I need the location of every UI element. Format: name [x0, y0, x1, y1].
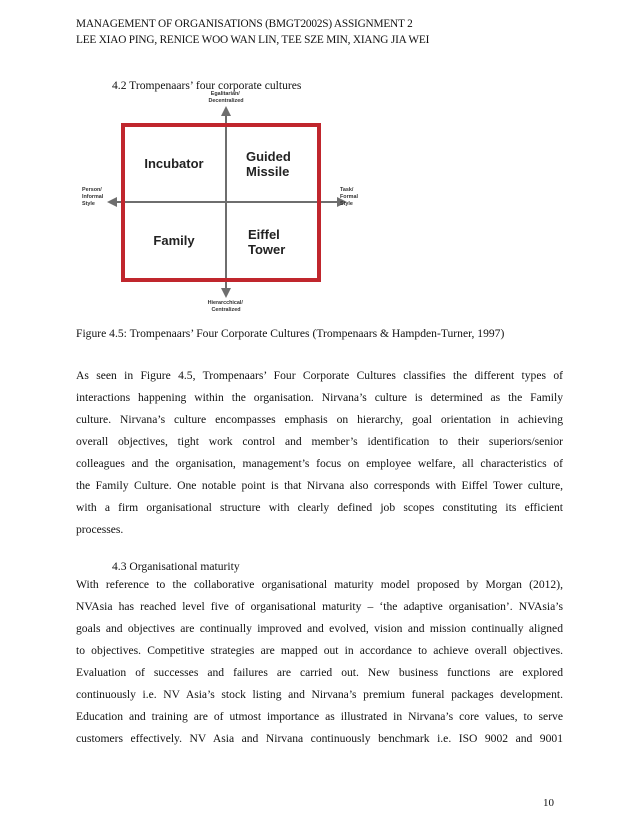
paragraph-line: NVAsia has reached level five of organisational maturity – ‘the adaptive organisation’. NVAsia’s [76, 600, 563, 613]
paragraph-line: the Family Culture. One notable point is that Nirvana also corresponds with Eiffel Tower culture, [76, 479, 563, 492]
header-line-2: LEE XIAO PING, RENICE WOO WAN LIN, TEE SZE MIN, XIANG JIA WEI [76, 33, 430, 46]
axis-label-left: Person/ Informal Style [82, 187, 104, 207]
arrow-up-icon [221, 106, 231, 116]
paragraph-line: processes. [76, 523, 124, 536]
quadrant-eiffel-tower: Eiffel Tower [248, 227, 286, 257]
paragraph-line: continuously i.e. NV Asia’s stock listing and Nirvana’s premium funeral packages development. [76, 688, 563, 701]
paragraph-line: Evaluation of successes and failures are carried out. New business functions are explored [76, 666, 563, 679]
arrow-down-icon [221, 288, 231, 298]
paragraph-line: interactions happening within the organisation. Nirvana’s culture is determined as the Family [76, 391, 563, 404]
paragraph-line: culture. Nirvana’s culture encompasses emphasis on hierarchy, goal orientation in achieving [76, 413, 563, 426]
quadrant-incubator: Incubator [144, 156, 204, 171]
trompenaars-figure [82, 91, 366, 313]
axis-lines [107, 106, 347, 298]
page-number: 10 [543, 797, 554, 809]
paragraph-line: overall objectives, tight work control and member’s identification to their superiors/senior [76, 435, 563, 448]
paragraph-line: With reference to the collaborative organisational maturity model proposed by Morgan (2012), [76, 578, 563, 591]
paragraph-line: customers effectively. NV Asia and Nirvana continuously benchmark i.e. ISO 9002 and 9001 [76, 732, 563, 745]
paragraph-trompenaars [76, 365, 563, 541]
figure-caption: Figure 4.5: Trompenaars’ Four Corporate Cultures (Trompenaars & Hampden-Turner, 1997) [76, 327, 505, 340]
paragraph-maturity [76, 574, 563, 750]
section-heading-4-3: 4.3 Organisational maturity [112, 560, 240, 573]
axis-label-right: Task/ Formal Style [340, 187, 358, 207]
paragraph-line: goals and objectives are continually improved and evolved, vision and mission continually aligned [76, 622, 563, 635]
paragraph-line: to objectives. Competitive strategies are mapped out in accordance to achieve overall objectives. [76, 644, 563, 657]
section-heading-4-2: 4.2 Trompenaars’ four corporate cultures [112, 79, 302, 92]
axis-label-top: Egalitarian/ Decentralized [208, 91, 244, 104]
paragraph-line: colleagues and the organisation, management’s focus on employee welfare, all characteristics of [76, 457, 563, 470]
paragraph-line: Education and training are of utmost importance as illustrated in Nirvana’s core values, to serve [76, 710, 563, 723]
paragraph-line: with a firm organisational structure with clearly defined job scopes constituting its efficient [76, 501, 563, 514]
paragraph-line: As seen in Figure 4.5, Trompenaars’ Four Corporate Cultures classifies the different types of [76, 369, 563, 382]
arrow-left-icon [107, 197, 117, 207]
axis-label-bottom: Hierarcchical/ Centralized [207, 300, 243, 313]
quadrant-family: Family [153, 233, 195, 248]
page-header [76, 17, 429, 48]
header-line-1: MANAGEMENT OF ORGANISATIONS (BMGT2002S) ASSIGNMENT 2 [76, 18, 413, 30]
quadrant-guided-missile: Guided Missile [246, 149, 291, 179]
